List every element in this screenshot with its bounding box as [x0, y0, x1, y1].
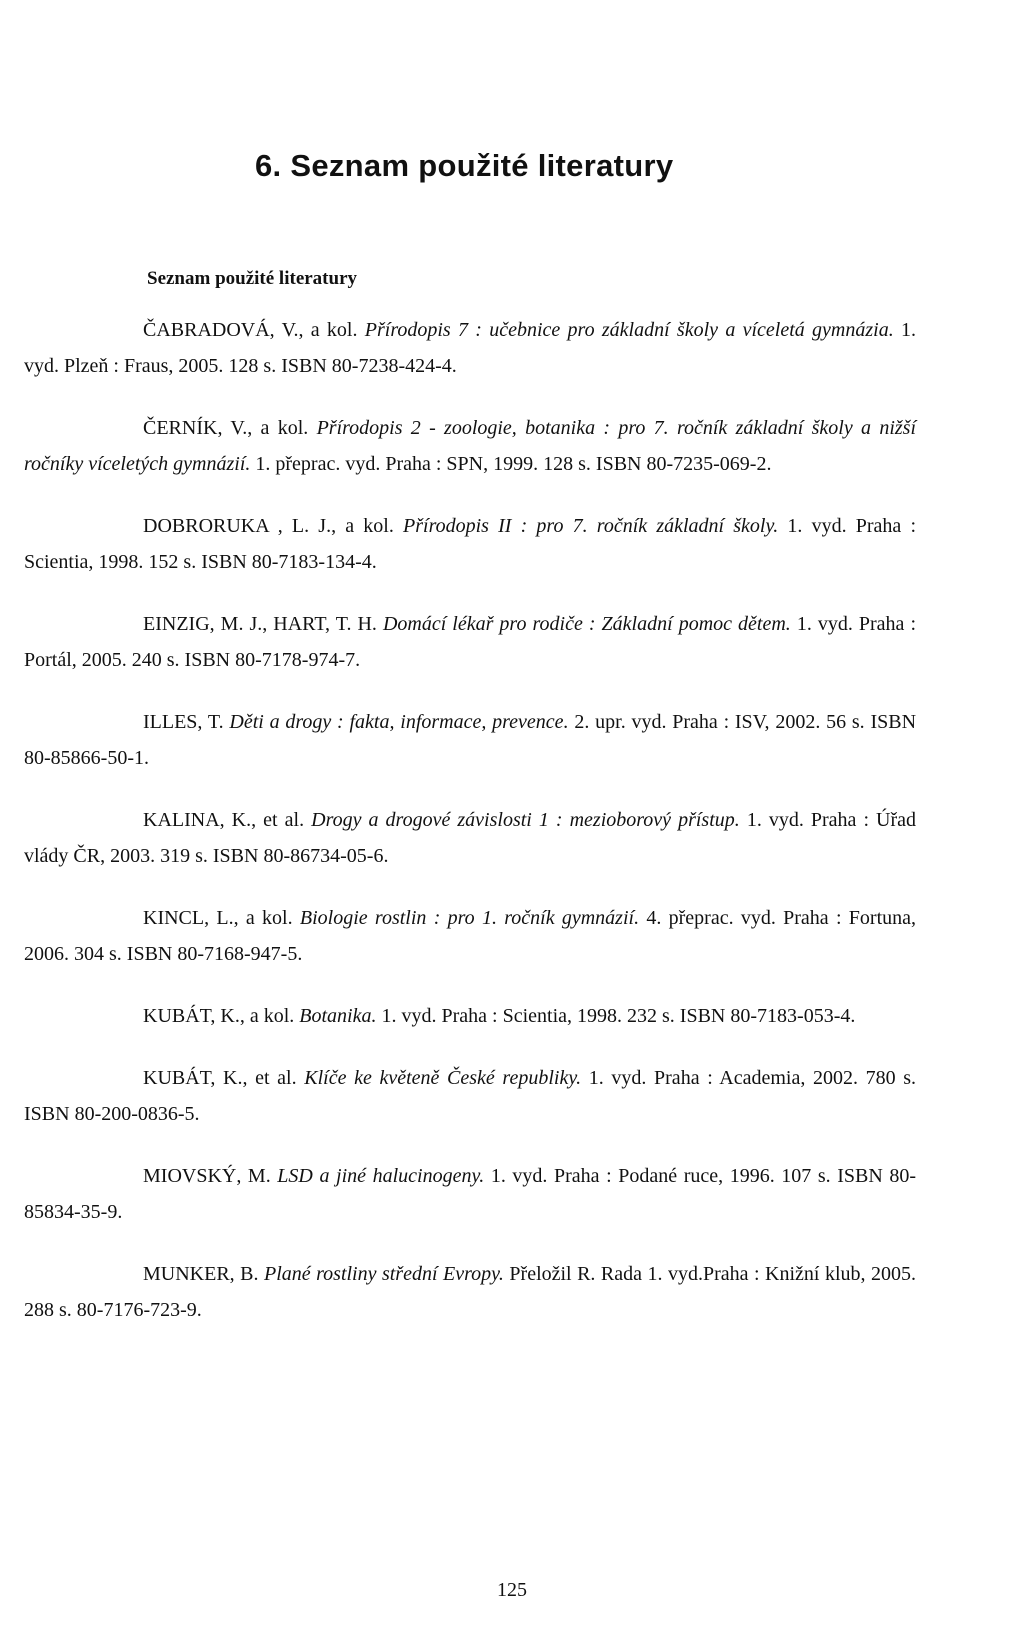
reference-author: KINCL, L., a kol. — [143, 907, 293, 929]
reference-author: EINZIG, M. J., HART, T. H. — [143, 613, 377, 635]
reference-title: Přírodopis 2 - zoologie, botanika : pro 7. ročník základní školy a nižší ročníky víceletých gymnázií. — [24, 417, 917, 475]
page-number: 125 — [497, 1579, 527, 1601]
reference-author: DOBRORUKA , L. J., a kol. — [143, 515, 394, 537]
reference-details: 1. vyd. Praha : Úřad vlády ČR, 2003. 319 s. ISBN 80-86734-05-6. — [24, 809, 917, 867]
reference-details: 1. vyd. Praha : Scientia, 1998. 152 s. ISBN 80-7183-134-4. — [24, 515, 917, 573]
reference-entry — [24, 1256, 916, 1328]
reference-author: KALINA, K., et al. — [143, 809, 305, 831]
reference-entry — [24, 704, 916, 776]
reference-entry — [24, 998, 916, 1034]
reference-entry — [24, 1158, 916, 1230]
reference-author: KUBÁT, K., et al. — [143, 1067, 297, 1089]
reference-entry — [24, 606, 916, 678]
reference-author: ILLES, T. — [143, 711, 224, 733]
chapter-title: 6. Seznam použité literatury — [255, 148, 674, 183]
reference-title: Botanika. — [299, 1005, 377, 1027]
reference-entry — [24, 1060, 916, 1132]
reference-entry — [24, 802, 916, 874]
reference-details: 2. upr. vyd. Praha : ISV, 2002. 56 s. ISBN 80-85866-50-1. — [24, 711, 917, 769]
reference-details: Přeložil R. Rada 1. vyd.Praha : Knižní klub, 2005. 288 s. 80-7176-723-9. — [24, 1263, 916, 1321]
reference-title: LSD a jiné halucinogeny. — [277, 1165, 485, 1187]
reference-title: Domácí lékař pro rodiče : Základní pomoc dětem. — [382, 613, 791, 635]
reference-title: Přírodopis 7 : učebnice pro základní školy a víceletá gymnázia. — [364, 319, 894, 341]
section-title: Seznam použité literatury — [147, 268, 358, 289]
reference-title: Drogy a drogové závislosti 1 : mezioborový přístup. — [311, 809, 740, 831]
reference-details: 1. vyd. Praha : Scientia, 1998. 232 s. ISBN 80-7183-053-4. — [381, 1005, 856, 1027]
reference-title: Přírodopis II : pro 7. ročník základní školy. — [403, 515, 779, 537]
reference-author: KUBÁT, K., a kol. — [143, 1005, 295, 1027]
reference-title: Plané rostliny střední Evropy. — [263, 1263, 504, 1285]
reference-details: 1. vyd. Praha : Podané ruce, 1996. 107 s. ISBN 80-85834-35-9. — [24, 1165, 917, 1223]
reference-entry — [24, 410, 916, 482]
reference-title: Biologie rostlin : pro 1. ročník gymnázií. — [299, 907, 640, 929]
reference-entry — [24, 312, 916, 384]
reference-details: 1. vyd. Plzeň : Fraus, 2005. 128 s. ISBN 80-7238-424-4. — [24, 319, 917, 377]
reference-list — [24, 312, 916, 1328]
reference-entry — [24, 508, 916, 580]
reference-entry — [24, 900, 916, 972]
reference-details: 4. přeprac. vyd. Praha : Fortuna, 2006. 304 s. ISBN 80-7168-947-5. — [24, 907, 917, 965]
reference-author: ČERNÍK, V., a kol. — [143, 417, 309, 439]
reference-details: 1. vyd. Praha : Academia, 2002. 780 s. ISBN 80-200-0836-5. — [24, 1067, 917, 1125]
reference-author: MUNKER, B. — [143, 1263, 259, 1285]
reference-details: 1. vyd. Praha : Portál, 2005. 240 s. ISBN 80-7178-974-7. — [24, 613, 917, 671]
reference-title: Klíče ke květeně České republiky. — [304, 1067, 582, 1089]
reference-details: 1. přeprac. vyd. Praha : SPN, 1999. 128 s. ISBN 80-7235-069-2. — [255, 453, 772, 475]
reference-title: Děti a drogy : fakta, informace, prevence. — [229, 711, 569, 733]
reference-author: MIOVSKÝ, M. — [143, 1165, 271, 1187]
reference-author: ČABRADOVÁ, V., a kol. — [143, 319, 358, 341]
